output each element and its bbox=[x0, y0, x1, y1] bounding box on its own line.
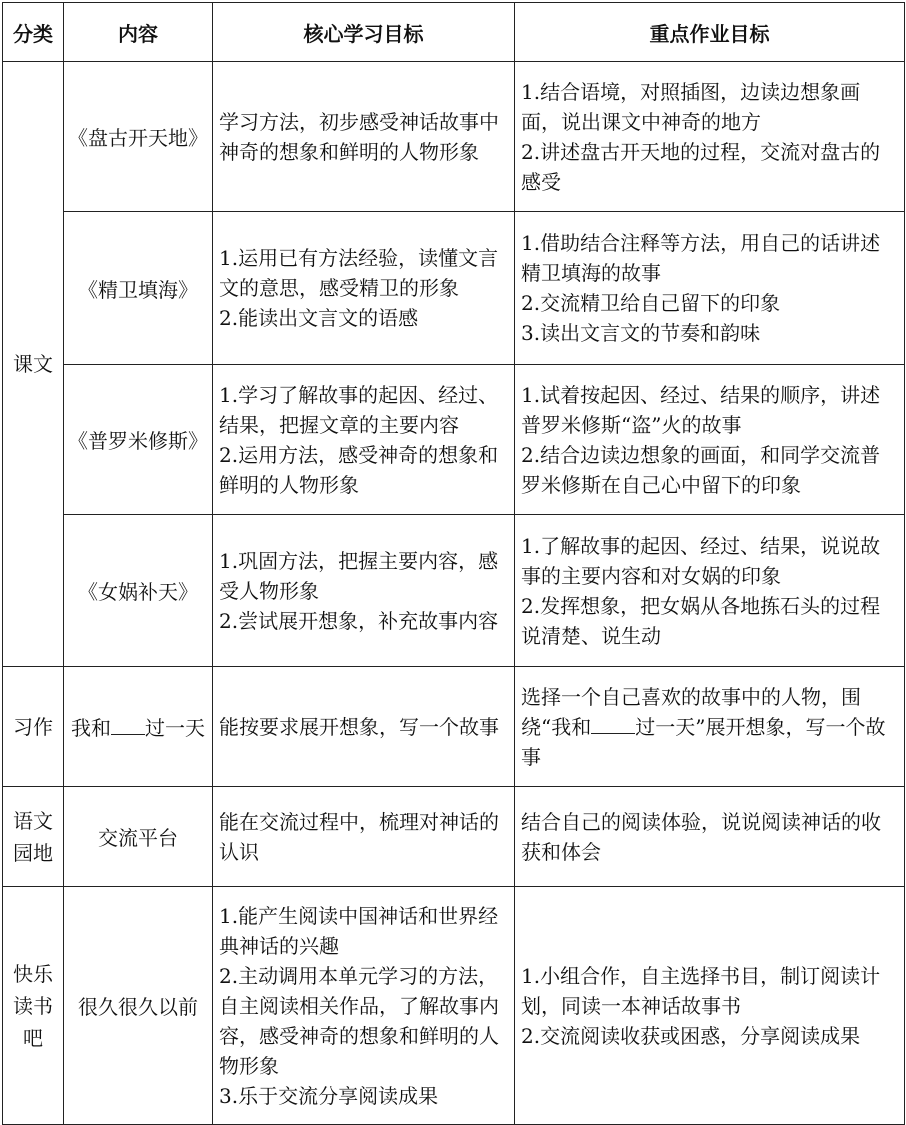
core-goal-cell bbox=[213, 787, 515, 887]
fill-in-blank bbox=[111, 714, 145, 735]
homework-suffix: 过一天”展开想象，写一个故事 bbox=[521, 714, 886, 769]
homework-goal-line: 2.交流阅读收获或困惑，分享阅读成果 bbox=[521, 1023, 861, 1048]
homework-goal-line: 1.结合语境，对照插图，边读边想象画面，说出课文中神奇的地方 bbox=[521, 79, 861, 134]
homework-goal-cell bbox=[515, 212, 905, 365]
header-category: 分类 bbox=[3, 3, 64, 62]
core-goal-line: 2.能读出文言文的语感 bbox=[219, 306, 419, 330]
homework-goal-cell bbox=[515, 787, 905, 887]
table-row bbox=[3, 667, 905, 787]
core-goal-cell bbox=[213, 667, 515, 787]
core-goal-line: 2.主动调用本单元学习的方法，自主阅读相关作品，了解故事内容，感受神奇的想象和鲜明的人物形象 bbox=[219, 963, 499, 1078]
core-goal-line: 1.学习了解故事的起因、经过、结果，把握文章的主要内容 bbox=[219, 382, 499, 437]
content-cell: 《普罗米修斯》 bbox=[64, 365, 213, 515]
category-texts: 课文 bbox=[3, 62, 64, 667]
table-row bbox=[3, 365, 905, 515]
core-goal-line: 2.尝试展开想象，补充故事内容 bbox=[219, 608, 499, 633]
homework-plan-table bbox=[2, 2, 905, 1125]
header-homework-goal: 重点作业目标 bbox=[515, 3, 905, 62]
homework-prefix: 选择一个自己喜欢的故事中的人物，围绕“我和 bbox=[521, 684, 861, 739]
homework-goal-line: 2.交流精卫给自己留下的印象 bbox=[521, 291, 781, 315]
homework-goal-line: 2.结合边读边想象的画面，和同学交流普罗米修斯在自己心中留下的印象 bbox=[521, 442, 881, 497]
category-line: 读书 bbox=[13, 993, 53, 1018]
content-cell: 《女娲补天》 bbox=[64, 515, 213, 667]
header-content: 内容 bbox=[64, 3, 213, 62]
homework-goal-cell bbox=[515, 365, 905, 515]
core-goal-line: 1.巩固方法，把握主要内容，感受人物形象 bbox=[219, 548, 499, 603]
table-row bbox=[3, 62, 905, 212]
core-goal-line: 3.乐于交流分享阅读成果 bbox=[219, 1083, 439, 1108]
table-row bbox=[3, 212, 905, 365]
core-goal-cell bbox=[213, 212, 515, 365]
core-goal-line: 学习方法，初步感受神话故事中神奇的想象和鲜明的人物形象 bbox=[219, 109, 499, 164]
homework-goal-line: 1.小组合作，自主选择书目，制订阅读计划，同读一本神话故事书 bbox=[521, 963, 881, 1018]
homework-goal-cell bbox=[515, 62, 905, 212]
core-goal-cell bbox=[213, 365, 515, 515]
category-line: 语文 bbox=[13, 808, 53, 833]
content-prefix: 我和 bbox=[71, 716, 111, 740]
homework-goal-cell bbox=[515, 887, 905, 1125]
table-row bbox=[3, 787, 905, 887]
core-goal-line: 能按要求展开想象，写一个故事 bbox=[219, 714, 499, 739]
table-row bbox=[3, 887, 905, 1125]
core-goal-cell bbox=[213, 62, 515, 212]
content-cell bbox=[64, 667, 213, 787]
category-line: 吧 bbox=[23, 1025, 43, 1050]
content-cell: 交流平台 bbox=[64, 787, 213, 887]
content-cell: 《盘古开天地》 bbox=[64, 62, 213, 212]
core-goal-cell bbox=[213, 887, 515, 1125]
category-line: 园地 bbox=[13, 840, 53, 865]
homework-goal-line: 1.了解故事的起因、经过、结果，说说故事的主要内容和对女娲的印象 bbox=[521, 533, 881, 588]
homework-goal-line: 3.读出文言文的节奏和韵味 bbox=[521, 321, 761, 345]
content-cell: 很久很久以前 bbox=[64, 887, 213, 1125]
homework-goal-line: 结合自己的阅读体验，说说阅读神话的收获和体会 bbox=[521, 809, 881, 864]
core-goal-line: 1.能产生阅读中国神话和世界经典神话的兴趣 bbox=[219, 903, 499, 958]
category-happy-reading bbox=[3, 887, 64, 1125]
homework-goal-line: 2.讲述盘古开天地的过程，交流对盘古的感受 bbox=[521, 139, 881, 194]
core-goal-line: 1.运用已有方法经验，读懂文言文的意思，感受精卫的形象 bbox=[219, 246, 499, 300]
homework-goal-cell bbox=[515, 667, 905, 787]
content-cell: 《精卫填海》 bbox=[64, 212, 213, 365]
category-chinese-garden bbox=[3, 787, 64, 887]
core-goal-line: 2.运用方法，感受神奇的想象和鲜明的人物形象 bbox=[219, 442, 499, 497]
homework-goal-line: 1.试着按起因、经过、结果的顺序，讲述普罗米修斯“盗”火的故事 bbox=[521, 382, 881, 437]
homework-goal-cell bbox=[515, 515, 905, 667]
homework-goal-line: 1.借助结合注释等方法，用自己的话讲述精卫填海的故事 bbox=[521, 231, 881, 285]
homework-goal-line: 2.发挥想象，把女娲从各地拣石头的过程说清楚、说生动 bbox=[521, 593, 881, 648]
fill-in-blank bbox=[591, 713, 635, 734]
category-line: 快乐 bbox=[13, 961, 53, 986]
core-goal-line: 能在交流过程中，梳理对神话的认识 bbox=[219, 809, 499, 864]
table-row bbox=[3, 515, 905, 667]
content-suffix: 过一天 bbox=[145, 716, 205, 740]
header-core-goal: 核心学习目标 bbox=[213, 3, 515, 62]
category-writing: 习作 bbox=[3, 667, 64, 787]
header-row bbox=[3, 3, 905, 62]
core-goal-cell bbox=[213, 515, 515, 667]
